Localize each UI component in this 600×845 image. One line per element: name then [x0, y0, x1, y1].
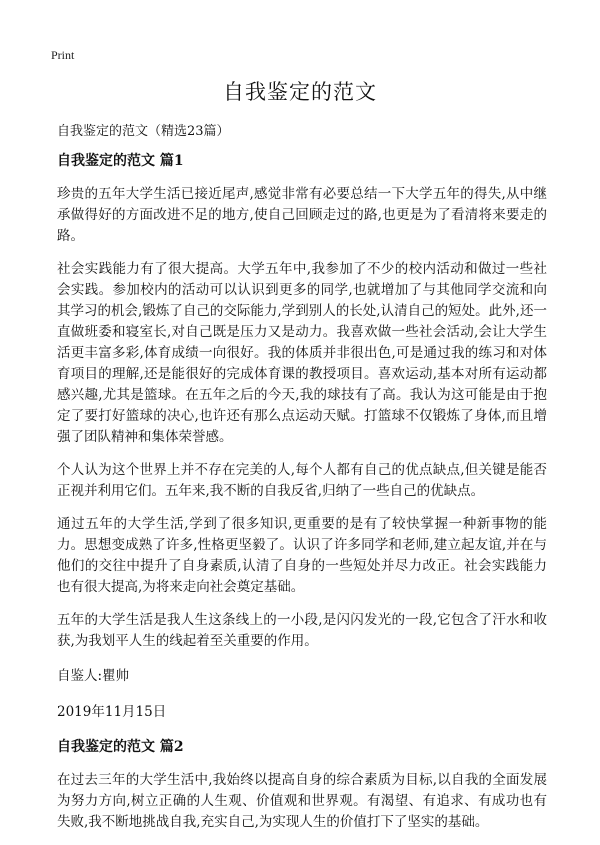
date-line: 2019年11月15日	[57, 704, 167, 720]
paragraph: 珍贵的五年大学生活已接近尾声,感觉非常有必要总结一下大学五年的得失,从中继承做得好的方面改进不足的地方,使自己回顾走过的路,也更是为了看清将来要走的路。	[57, 186, 547, 244]
print-link[interactable]: Print	[51, 48, 75, 62]
section-heading: 自我鉴定的范文 篇1	[57, 153, 184, 169]
paragraph: 个人认为这个世界上并不存在完美的人,每个人都有自己的优点缺点,但关键是能否正视并利用它们。五年来,我不断的自我反省,归纳了一些自己的优缺点。	[57, 462, 547, 499]
document-content	[57, 150, 547, 845]
section-2	[57, 736, 547, 833]
section-heading: 自我鉴定的范文 篇2	[57, 739, 184, 755]
page-title: 自我鉴定的范文	[223, 80, 377, 104]
paragraph: 五年的大学生活是我人生这条线上的一小段,是闪闪发光的一段,它包含了汗水和收获,为我划平人生的线起着至关重要的作用。	[57, 612, 547, 649]
author-line: 自鉴人:瞿帅	[57, 668, 130, 684]
paragraph: 通过五年的大学生活,学到了很多知识,更重要的是有了较快掌握一种新事物的能力。思想变成熟了许多,性格更坚毅了。认识了许多同学和老师,建立起友谊,并在与他们的交往中提升了自身素质,认清了自身的一些短处并尽力改正。社会实践能力也有很大提高,为将来走向社会奠定基础。	[57, 516, 547, 595]
document-subtitle: 自我鉴定的范文（精选23篇）	[57, 124, 230, 139]
paragraph: 在过去三年的大学生活中,我始终以提高自身的综合素质为目标,以自我的全面发展为努力方向,树立正确的人生观、价值观和世界观。有渴望、有追求、有成功也有失败,我不断地挑战自我,充实自己,为实现人生的价值打下了坚实的基础。	[57, 772, 547, 830]
paragraph: 社会实践能力有了很大提高。大学五年中,我参加了不少的校内活动和做过一些社会实践。参加校内的活动可以认识到更多的同学,也就增加了与其他同学交流和向其学习的机会,锻炼了自己的交际能力,学到别人的长处,认清自己的短处。此外,还一直做班委和寝室长,对自己既是压力又是动力。我喜欢做一些社会活动,会让大学生活更丰富多彩,体育成绩一向很好。我的体质并非很出色,可是通过我的练习和对体育项目的理解,还是能很好的完成体育课的教授项目。喜欢运动,基本对所有运动都感兴趣,尤其是篮球。在五年之后的今天,我的球技有了高。我认为这可能是由于抱定了要打好篮球的决心,也许还有那么点运动天赋。打篮球不仅锻炼了身体,而且增强了团队精神和集体荣誉感。	[57, 261, 547, 445]
section-1	[57, 150, 547, 720]
